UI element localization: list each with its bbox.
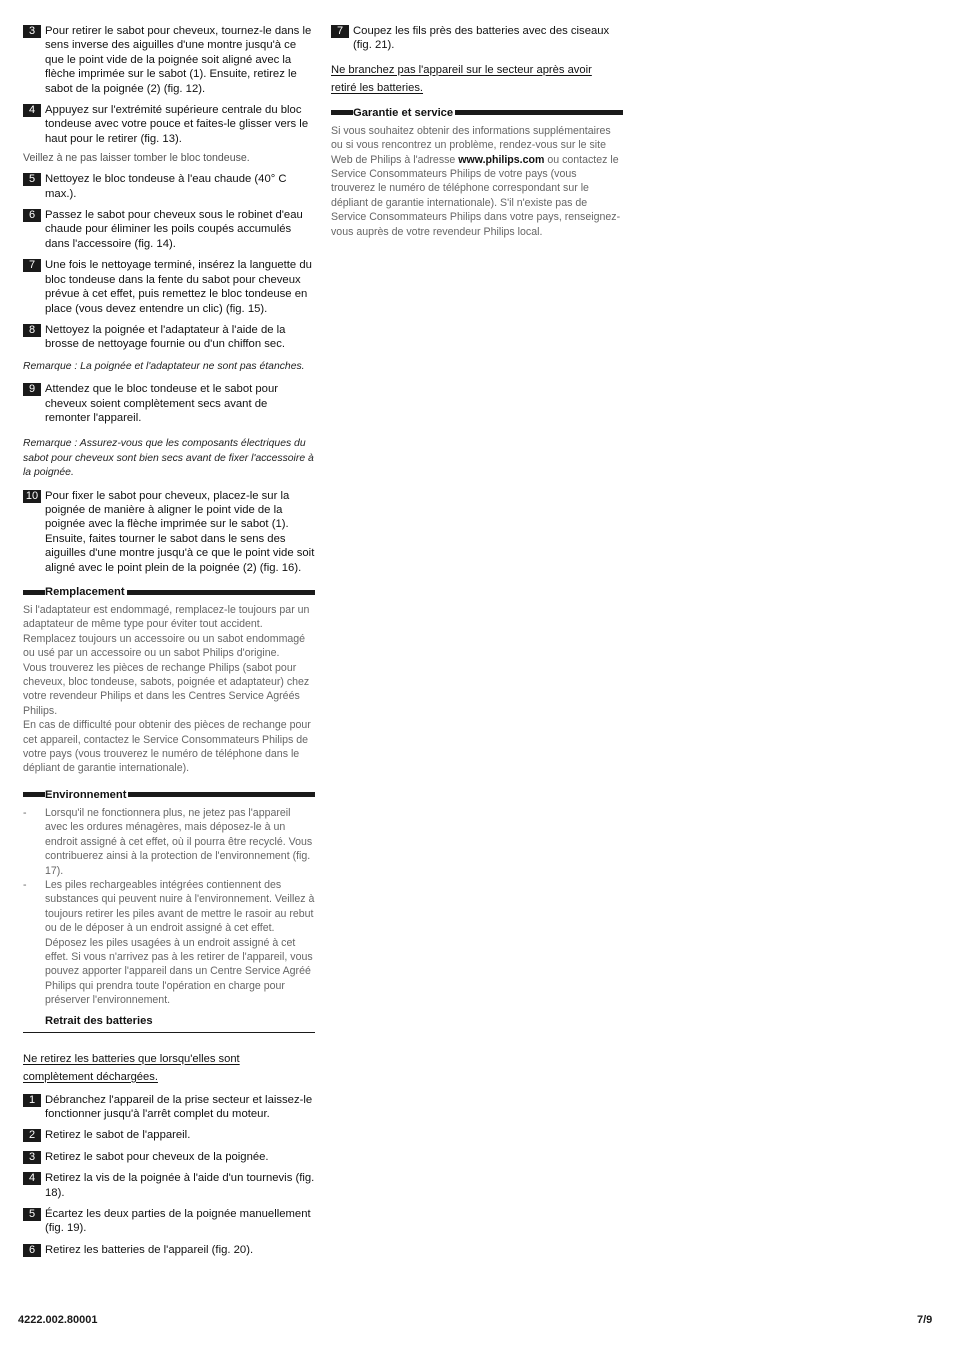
step-number: 7 — [331, 25, 349, 38]
guarantee-text: Si vous souhaitez obtenir des informations supplémentaires ou si vous rencontrez un problème, rendez-vous sur le site Web de Philips à l'adresse — [331, 124, 611, 166]
bullet-text: Les piles rechargeables intégrées contiennent des substances qui peuvent nuire à l'environnement. Veillez à toujours retirer les piles avant de mettre le rasoir au rebut ou de le déposer à un endroit assigné à cet effet. Déposez les piles usagées à un endroit assigné à cet effet. Si vous n'arrivez pas à les retirer de l'appareil, vous pouvez apporter l'appareil dans un Centre Service Agréé Philips qui prendra toute l'opération en charge pour préserver l'environnement. — [45, 878, 315, 1007]
step-number: 4 — [23, 104, 41, 117]
step-number: 3 — [23, 25, 41, 38]
step-number: 7 — [23, 259, 41, 272]
battery-step-4 — [23, 1171, 315, 1200]
step-text: Pour retirer le sabot pour cheveux, tournez-le dans le sens inverse des aiguilles d'une montre jusqu'à ce que le point vide de la poignée soit aligné avec la flèche imprimée sur le sabot (1). Ensuite, retirez le sabot de la poignée (2) (fig. 12). — [45, 25, 312, 95]
step-number: 9 — [23, 383, 41, 396]
remark-dry: Remarque : Assurez-vous que les composants électriques du sabot pour cheveux sont bien secs avant de fixer l'accessoire à la poignée. — [23, 438, 314, 479]
subheading-batteries: Retrait des batteries — [23, 1014, 315, 1033]
heading-bar — [127, 590, 315, 595]
step-6 — [23, 208, 315, 251]
step-text: Coupez les fils près des batteries avec des ciseaux (fig. 21). — [353, 25, 610, 52]
heading-replacement — [23, 585, 315, 599]
step-number: 3 — [23, 1151, 41, 1164]
battery-step-3 — [23, 1150, 315, 1164]
guarantee-para — [331, 124, 623, 239]
remark-waterproof: Remarque : La poignée et l'adaptateur ne sont pas étanches. — [23, 360, 305, 372]
step-number: 10 — [23, 490, 41, 503]
battery-step-1 — [23, 1093, 315, 1122]
battery-step-5 — [23, 1207, 315, 1236]
bullet-dash: - — [23, 878, 27, 891]
heading-bar — [23, 590, 45, 595]
step-text: Nettoyez la poignée et l'adaptateur à l'aide de la brosse de nettoyage fournie ou d'un chiffon sec. — [45, 323, 286, 351]
heading-bar — [128, 792, 315, 797]
left-column — [23, 24, 315, 1264]
step-text: Retirez le sabot de l'appareil. — [45, 1129, 191, 1142]
heading-bar — [23, 792, 45, 797]
heading-text: Garantie et service — [353, 106, 454, 119]
step-number: 6 — [23, 1244, 41, 1257]
page-number: 7/9 — [917, 1314, 933, 1326]
warning-text: Ne retirez les batteries que lorsqu'elles sont complètement déchargées. — [23, 1052, 240, 1083]
heading-guarantee — [331, 106, 623, 120]
step-7 — [23, 258, 315, 316]
step-10 — [23, 489, 315, 575]
bullet-text: Lorsqu'il ne fonctionnera plus, ne jetez pas l'appareil avec les ordures ménagères, mais déposez-le à un endroit assigné à cet effet, où il pourra être recyclé. Vous contribuerez ainsi à la protection de l'environnement (fig. 17). — [45, 806, 313, 877]
warning-batteries — [23, 1049, 263, 1085]
environment-bullet — [23, 878, 315, 1008]
environment-bullet — [23, 806, 315, 878]
step-text: Passez le sabot pour cheveux sous le robinet d'eau chaude pour éliminer les poils coupés accumulés dans l'accessoire (fig. 14). — [45, 209, 303, 250]
step-text: Appuyez sur l'extrémité supérieure centrale du bloc tondeuse avec votre pouce et faites-le glisser vers le haut pour le retirer (fig. 13). — [45, 104, 309, 145]
step-4 — [23, 103, 315, 146]
step-text: Écartez les deux parties de la poignée manuellement (fig. 19). — [45, 1208, 311, 1235]
document-code: 4222.002.80001 — [18, 1314, 98, 1326]
battery-step-2 — [23, 1128, 315, 1142]
battery-step-6 — [23, 1243, 315, 1257]
right-column — [331, 24, 623, 239]
step-5 — [23, 172, 315, 201]
step-text: Pour fixer le sabot pour cheveux, placez-le sur la poignée de manière à aligner le point vide de la poignée avec la flèche imprimée sur le sabot (1). Ensuite, faites tourner le sabot dans le sens des aiguilles d'une montre jusqu'à ce que le point vide soit aligné avec le point plein de la poignée (2) (fig. 16). — [45, 489, 315, 574]
step-number: 2 — [23, 1129, 41, 1142]
step-text: Débranchez l'appareil de la prise secteur et laissez-le fonctionner jusqu'à l'arrêt complet du moteur. — [45, 1093, 313, 1120]
step-text: Une fois le nettoyage terminé, insérez la languette du bloc tondeuse dans la fente du sabot pour cheveux prévue à cet effet, puis remettez le bloc tondeuse en place (vous devez entendre un clic) (fig. 15). — [45, 259, 312, 315]
warning-text: Ne branchez pas l'appareil sur le secteur après avoir retiré les batteries. — [331, 63, 592, 94]
note-drop: Veillez à ne pas laisser tomber le bloc tondeuse. — [23, 152, 250, 165]
battery-step-7 — [331, 24, 623, 53]
step-text: Retirez la vis de la poignée à l'aide d'un tournevis (fig. 18). — [45, 1172, 315, 1199]
step-text: Nettoyez le bloc tondeuse à l'eau chaude (40° C max.). — [45, 173, 287, 200]
step-number: 6 — [23, 209, 41, 222]
step-text: Retirez les batteries de l'appareil (fig. 20). — [45, 1243, 254, 1256]
replacement-para: Si l'adaptateur est endommagé, remplacez-le toujours par un adaptateur de même type pour éviter tout accident. Remplacez toujours un accessoire ou un sabot endommagé ou usé par un accessoire ou un sabot Philips d'origine. — [23, 604, 310, 660]
heading-bar — [331, 110, 353, 115]
step-number: 5 — [23, 173, 41, 186]
warning-reconnect — [331, 60, 611, 96]
heading-text: Environnement — [45, 788, 127, 801]
guarantee-text: ou contactez le Service Consommateurs Philips de votre pays (vous trouverez le numéro de téléphone correspondant sur le dépliant de garantie internationale). S'il n'existe pas de Service Consommateurs Philips dans votre pays, renseignez-vous auprès de votre revendeur Philips local. — [331, 153, 621, 238]
bullet-dash: - — [23, 806, 27, 819]
step-text: Attendez que le bloc tondeuse et le sabot pour cheveux soient complètement secs avant de remonter l'appareil. — [45, 383, 279, 424]
philips-url: www.philips.com — [458, 153, 545, 166]
step-number: 8 — [23, 324, 41, 337]
step-3 — [23, 24, 315, 96]
replacement-para: Vous trouverez les pièces de rechange Philips (sabot pour cheveux, bloc tondeuse, sabots, poignée et adaptateur) chez votre revendeur Philips et dans les Centres Service Agréés Philips. — [23, 661, 310, 717]
replacement-para: En cas de difficulté pour obtenir des pièces de rechange pour cet appareil, contactez le Service Consommateurs Philips de votre pays (vous trouverez le numéro de téléphone dans le dépliant de garantie internationale). — [23, 719, 311, 775]
step-number: 1 — [23, 1094, 41, 1107]
heading-text: Remplacement — [45, 586, 125, 598]
step-number: 4 — [23, 1172, 41, 1185]
step-number: 5 — [23, 1208, 41, 1221]
step-8 — [23, 323, 315, 352]
step-text: Retirez le sabot pour cheveux de la poignée. — [45, 1150, 269, 1163]
step-9 — [23, 382, 315, 425]
heading-environment — [23, 788, 315, 802]
heading-bar — [455, 110, 623, 115]
